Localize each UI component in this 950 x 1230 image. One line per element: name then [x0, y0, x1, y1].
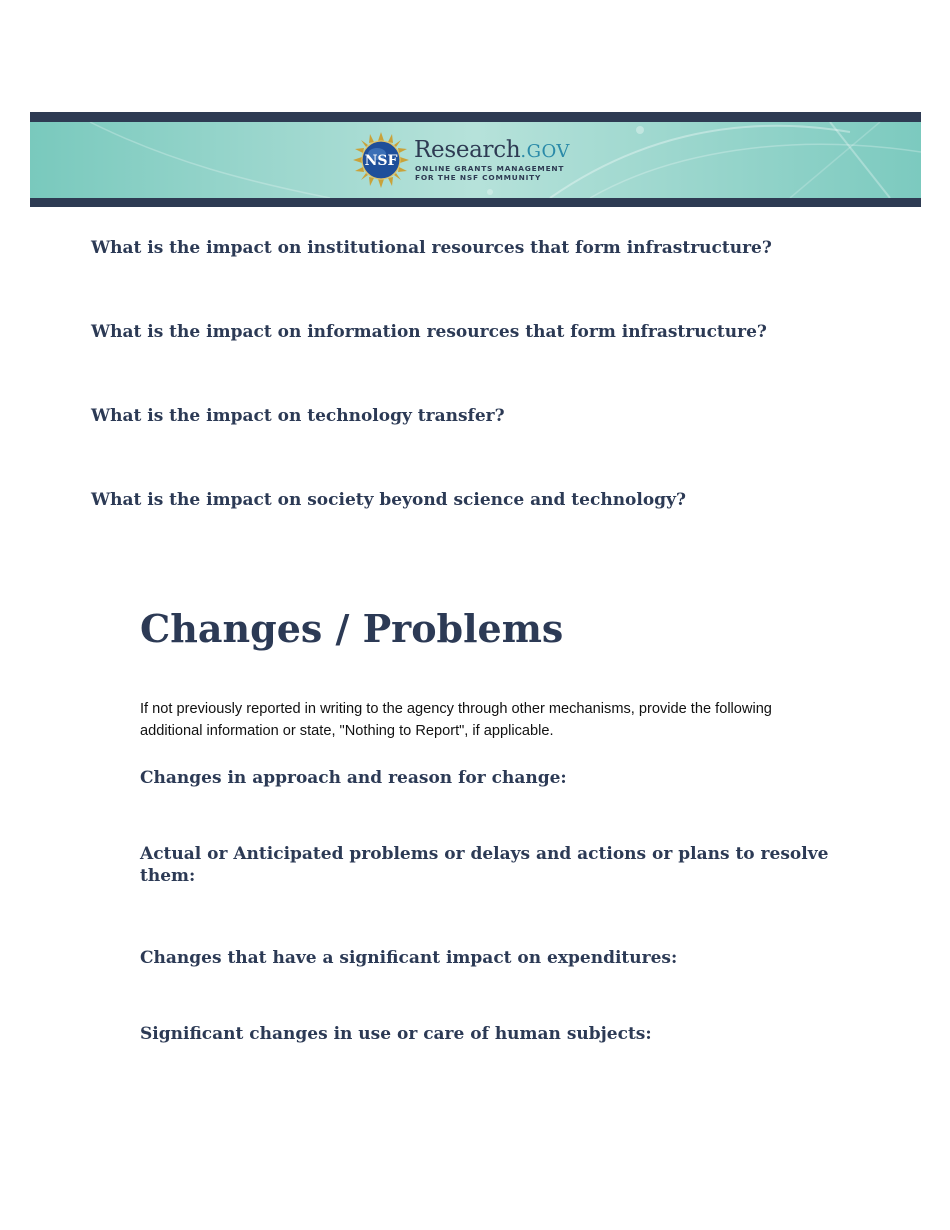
- nsf-seal-icon: [352, 131, 410, 189]
- impact-question-technology-transfer: What is the impact on technology transfer?: [91, 406, 505, 426]
- brand-block: [414, 138, 570, 182]
- section-intro: If not previously reported in writing to the agency through other mechanisms, provide the following additional information or state, "Nothing to Report", if applicable.: [140, 701, 772, 739]
- impact-question-institutional: What is the impact on institutional resources that form infrastructure?: [91, 238, 772, 258]
- impact-question-society: What is the impact on society beyond science and technology?: [91, 490, 686, 510]
- subhead-problems-or-delays: Actual or Anticipated problems or delays and actions or plans to resolve them:: [140, 844, 829, 886]
- subhead-changes-in-approach: Changes in approach and reason for change:: [140, 768, 567, 788]
- impact-question-information: What is the impact on information resources that form infrastructure?: [91, 322, 767, 342]
- research-gov-banner: [30, 112, 921, 207]
- svg-text:NSF: NSF: [364, 153, 398, 169]
- research-gov-logo: [352, 131, 570, 189]
- banner-background: [30, 122, 921, 198]
- brand-domain: .GOV: [520, 141, 570, 162]
- brand-name: [414, 138, 570, 164]
- brand-tagline-line2: FOR THE NSF COMMUNITY: [415, 173, 542, 182]
- subhead-expenditure-changes: Changes that have a significant impact on expenditures:: [140, 948, 678, 968]
- subhead-human-subjects: Significant changes in use or care of human subjects:: [140, 1024, 652, 1044]
- section-title: Changes / Problems: [140, 606, 564, 651]
- brand-main: Research: [414, 137, 521, 163]
- brand-tagline-line1: ONLINE GRANTS MANAGEMENT: [415, 164, 565, 173]
